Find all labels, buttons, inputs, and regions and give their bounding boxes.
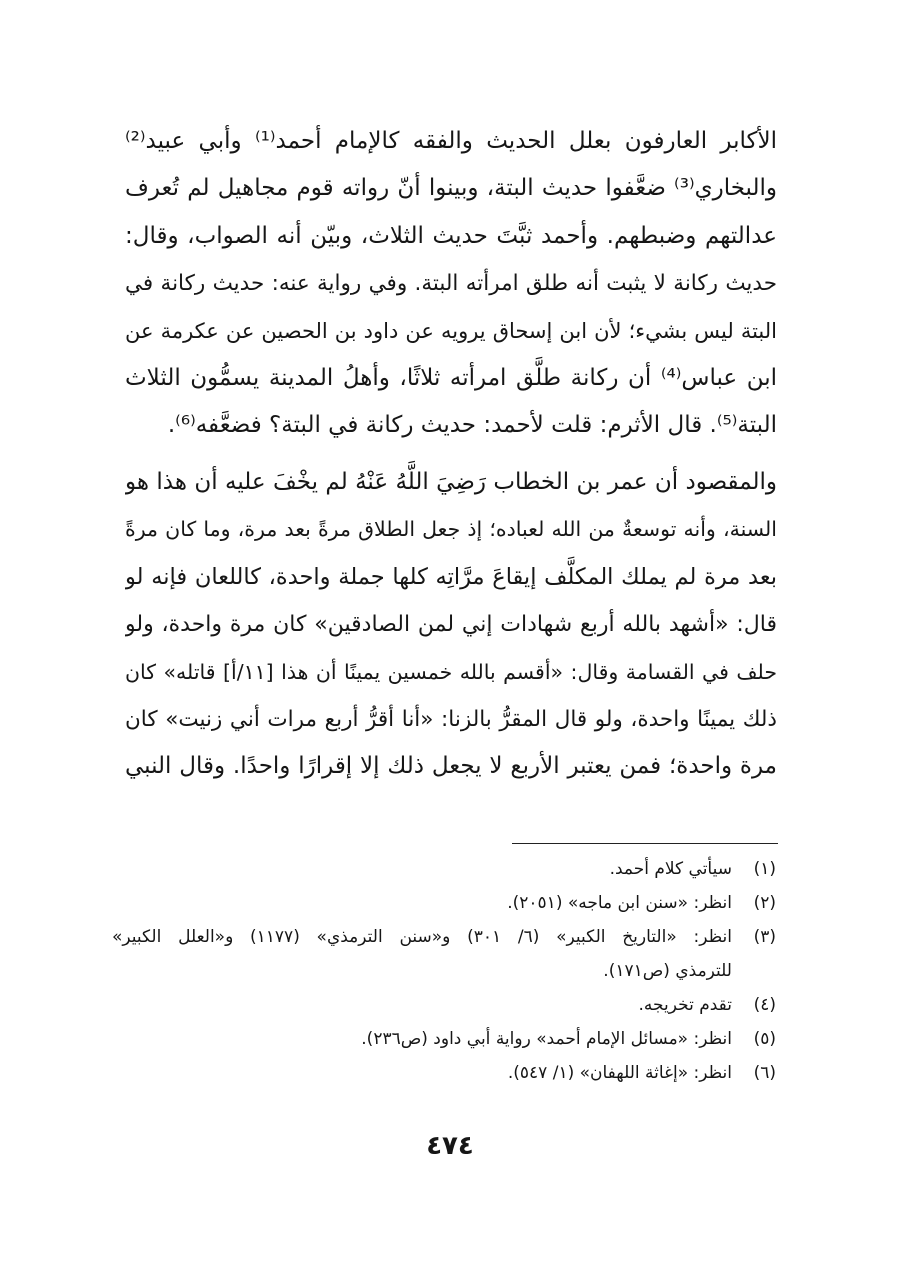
footnote-text (112, 1056, 732, 1090)
footnote-number: (٤) (753, 995, 776, 1015)
footnote-line: انظر: «سنن ابن ماجه» (٢٠٥١). (507, 893, 732, 913)
footnote-number: (٦) (753, 1063, 776, 1083)
paragraph-line: البتة ليس بشيء؛ لأن ابن إسحاق يرويه عن داود بن الحصين عن عكرمة عن (125, 318, 777, 343)
paragraph-line: عدالتهم وضبطهم. وأحمد ثبَّتَ حديث الثلاث، وبيّن أنه الصواب، وقال: (125, 222, 777, 249)
paragraph-line: والمقصود أن عمر بن الخطاب رَضِيَ اللَّهُ عَنْهُ لم يخْفَ عليه أن هذا هو (125, 469, 777, 495)
footnote-separator (512, 843, 778, 844)
paragraph-line: ابن عباس⁽⁴⁾ أن ركانة طلَّق امرأته ثلاثًا، وأهلُ المدينة يسمُّون الثلاث (125, 365, 777, 392)
paragraph-line: والبخاري⁽³⁾ ضعَّفوا حديث البتة، وبينوا أنّ رواته قوم مجاهيل لم تُعرف (125, 175, 777, 202)
footnote-line: تقدم تخريجه. (638, 995, 732, 1015)
paragraph-line: البتة⁽⁵⁾. قال الأثرم: قلت لأحمد: حديث ركانة في البتة؟ فضعَّفه⁽⁶⁾. (167, 412, 777, 439)
footnote-line: سيأتي كلام أحمد. (609, 859, 732, 879)
paragraph-line: قال: «أشهد بالله أربع شهادات إني لمن الصادقين» كان مرة واحدة، ولو (125, 612, 777, 638)
footnote-number: (٥) (753, 1029, 776, 1049)
footnote-line: انظر: «مسائل الإمام أحمد» رواية أبي داود (ص٢٣٦). (361, 1029, 732, 1049)
footnote-number: (٣) (753, 927, 776, 947)
footnote-text (112, 886, 732, 920)
footnote-line: انظر: «التاريخ الكبير» (٦/ ٣٠١) و«سنن الترمذي» (١١٧٧) و«العلل الكبير» (112, 927, 732, 947)
paragraph-line: السنة، وأنه توسعةٌ من الله لعباده؛ إذ جعل الطلاق مرةً بعد مرة، وما كان مرةً (125, 517, 777, 542)
footnote-number: (١) (753, 859, 776, 879)
footnote-3 (112, 920, 776, 988)
footnote-text (112, 988, 732, 1022)
footnote-line: انظر: «إغاثة اللهفان» (١/ ٥٤٧). (507, 1063, 732, 1083)
paragraph-line: مرة واحدة؛ فمن يعتبر الأربع لا يجعل ذلك إلا إقرارًا واحدًا. وقال النبي (125, 753, 777, 780)
footnote-text (112, 1022, 732, 1056)
paragraph-line: ذلك يمينًا واحدة، ولو قال المقرُّ بالزنا: «أنا أقرُّ أربع مرات أني زنيت» كان (125, 707, 777, 733)
paragraph-line: الأكابر العارفون بعلل الحديث والفقه كالإمام أحمد⁽¹⁾ وأبي عبيد⁽²⁾ (125, 128, 777, 154)
paragraph-line: حديث ركانة لا يثبت أنه طلق امرأته البتة. وفي رواية عنه: حديث ركانة في (125, 271, 777, 297)
footnote-6 (112, 1056, 776, 1090)
footnote-text (112, 920, 732, 988)
footnote-text (112, 852, 732, 886)
footnote-4 (112, 988, 776, 1022)
footnote-1 (112, 852, 776, 886)
footnote-number: (٢) (753, 893, 776, 913)
footnote-5 (112, 1022, 776, 1056)
paragraph-line: حلف في القسامة وقال: «أقسم بالله خمسين يمينًا أن هذا [١١/أ] قاتله» كان (125, 659, 777, 684)
footnote-2 (112, 886, 776, 920)
paragraph-line: بعد مرة لم يملك المكلَّف إيقاعَ مرَّاتِه كلها جملة واحدة، كاللعان فإنه لو (125, 563, 777, 590)
paragraph-1 (125, 118, 777, 450)
footnote-line: للترمذي (ص١٧١). (603, 961, 732, 981)
footnotes (112, 852, 776, 1090)
paragraph-2 (125, 459, 777, 791)
page-number: ٤٧٤ (426, 1131, 474, 1161)
